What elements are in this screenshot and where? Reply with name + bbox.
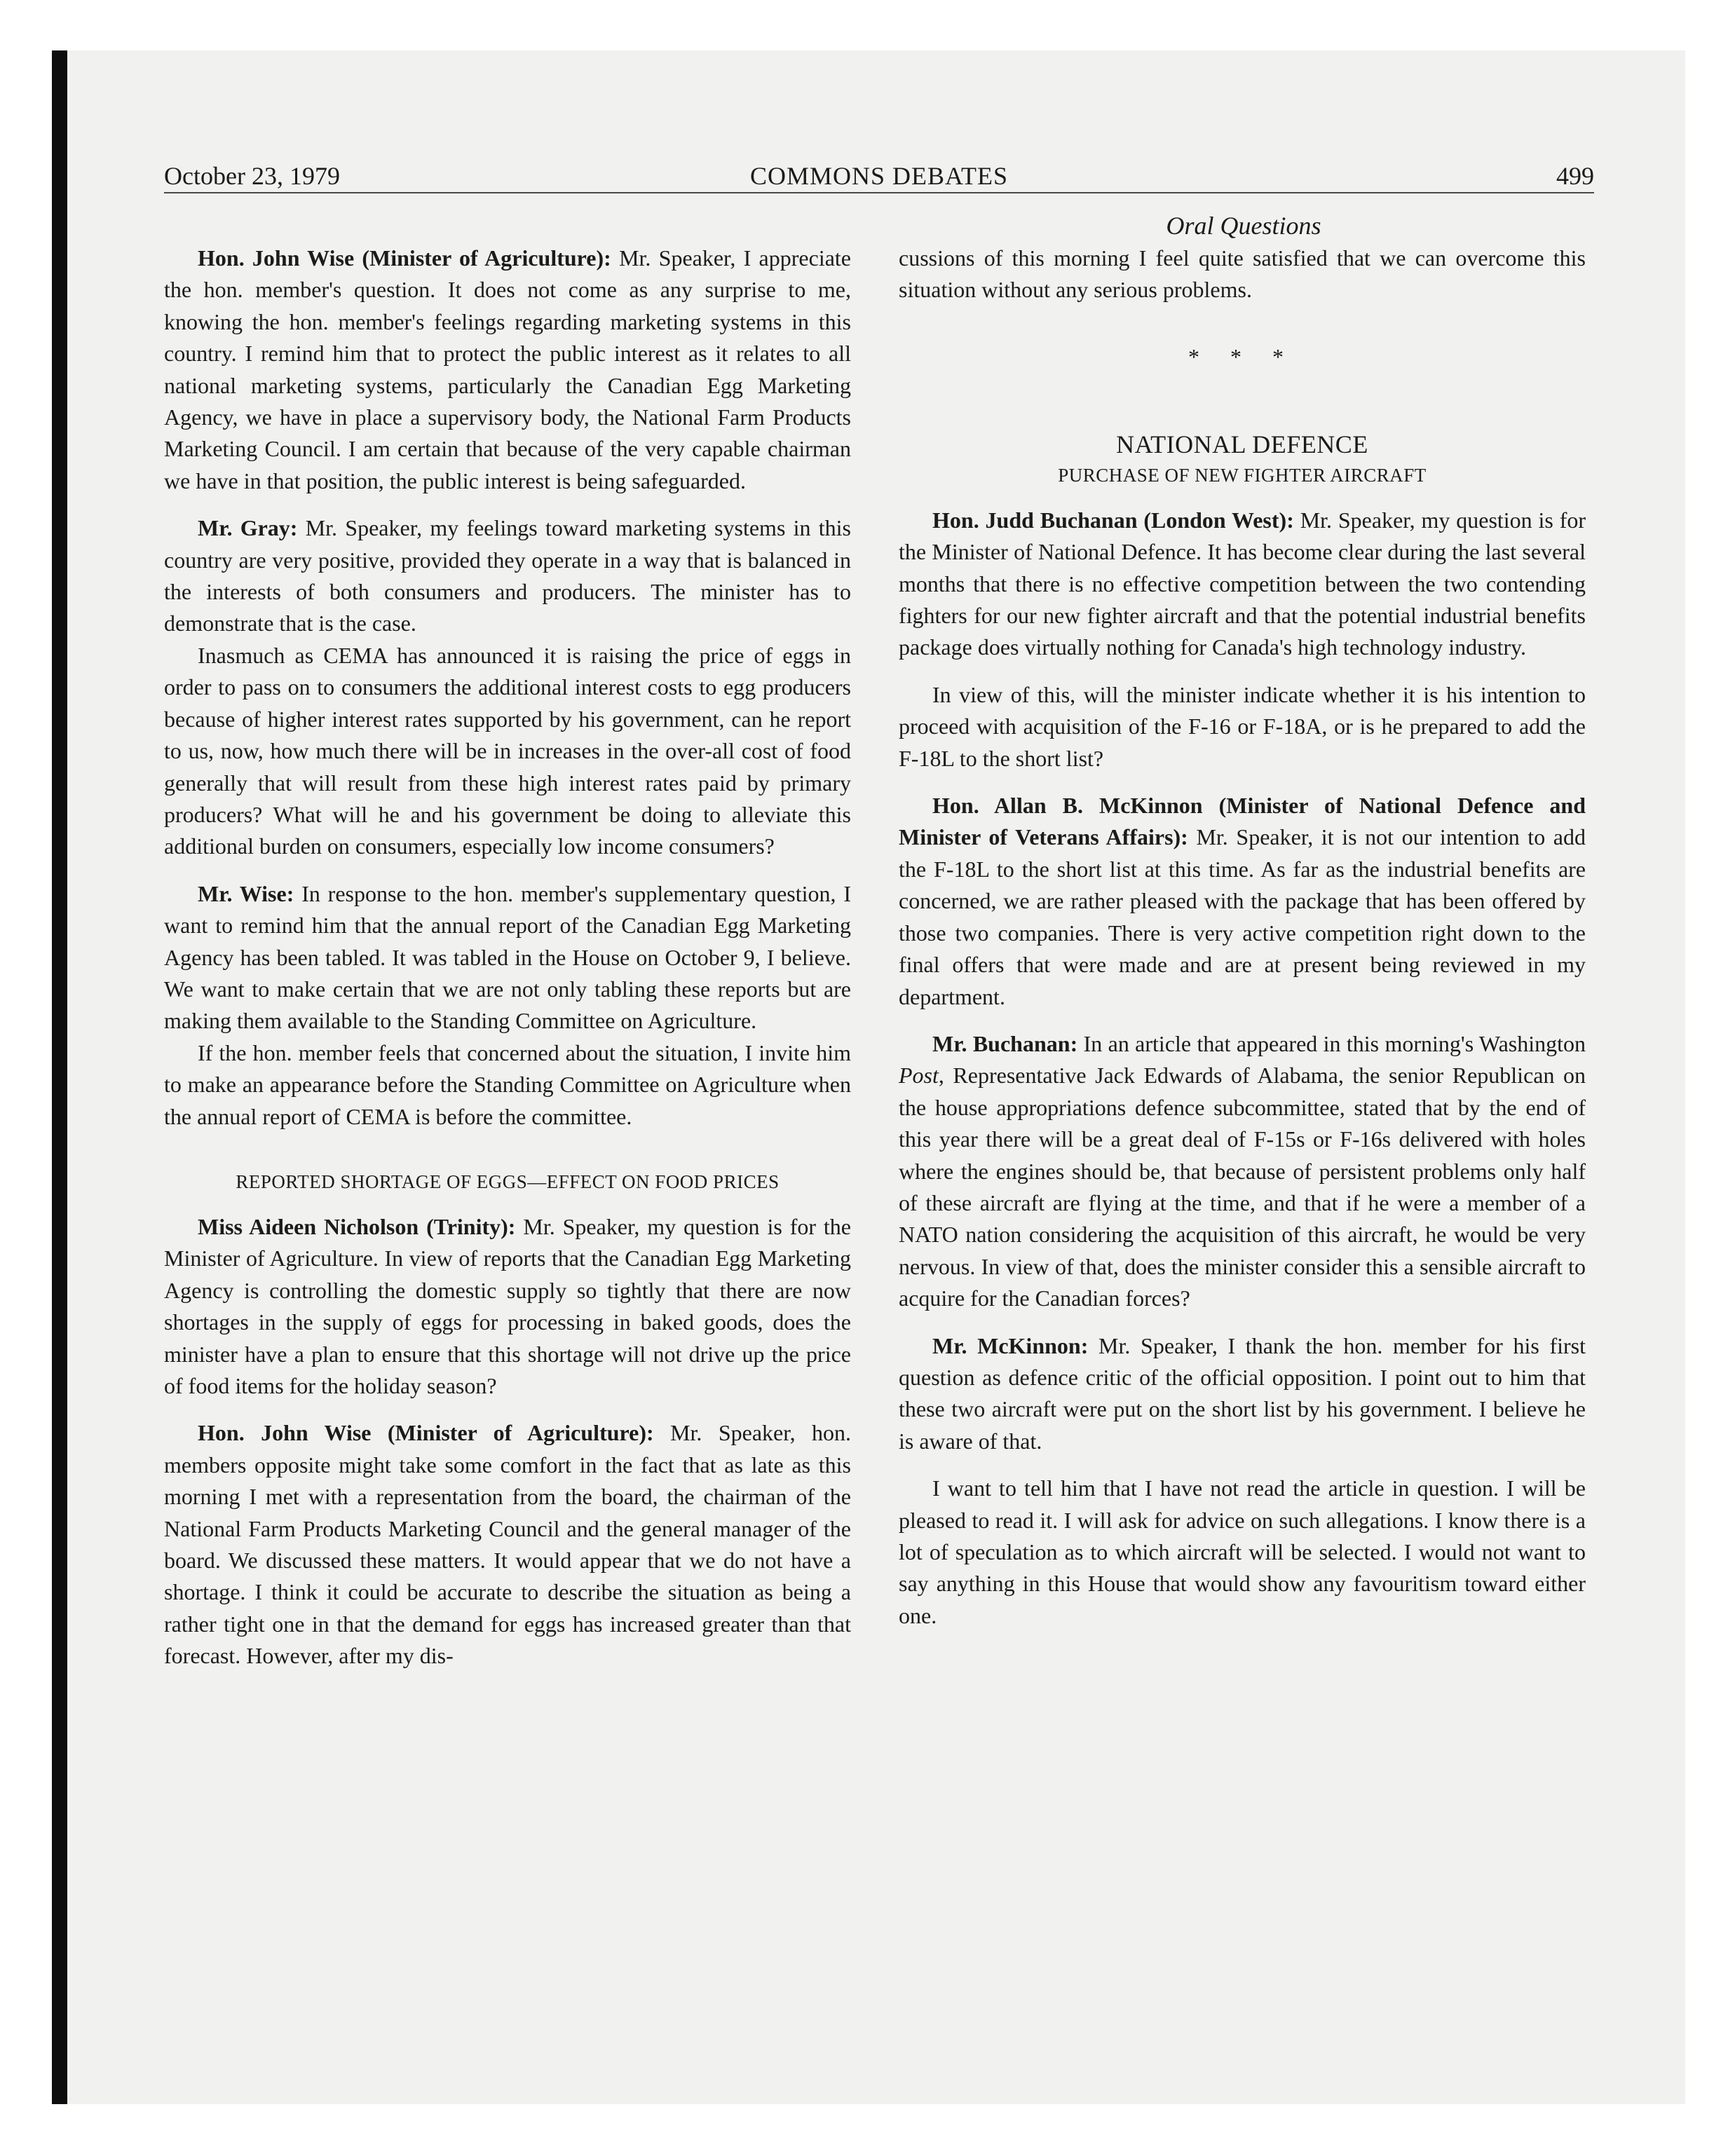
- paragraph: [899, 1473, 1586, 1632]
- paragraph-text: I want to tell him that I have not read the article in question. I will be pleased to read it. I will ask for advice on such allegations. I know there is a lot of speculation as to which aircraft will be selected. I would not want to say anything in this House that would show any favouritism toward either one.: [899, 1475, 1586, 1628]
- paragraph-text: Inasmuch as CEMA has announced it is raising the price of eggs in order to pass on to consumers the additional interest costs to egg producers because of higher interest rates supported by his government, can he report to us, now, how much there will be in increases in the over-all cost of food generally that will result from these high interest rates paid by primary producers? What will he and his government be doing to alleviate this additional burden on consumers, especially low income consumers?: [164, 642, 851, 859]
- paragraph: [899, 243, 1586, 306]
- paragraph: [164, 243, 851, 497]
- subheading: PURCHASE OF NEW FIGHTER AIRCRAFT: [1058, 464, 1427, 486]
- paragraph: [164, 512, 851, 640]
- subheading: REPORTED SHORTAGE OF EGGS—EFFECT ON FOOD PRICES: [236, 1171, 780, 1192]
- speaker-name: Miss Aideen Nicholson (Trinity):: [198, 1213, 516, 1239]
- page-header: [164, 160, 1594, 193]
- paragraph: [164, 1417, 851, 1672]
- paragraph-text: Mr. Speaker, my question is for the Minister of Agriculture. In view of reports that the Canadian Egg Marketing Agency is controlling the domestic supply so tightly that there are now shortages in the supply of eggs for processing in baked goods, does the minister have a plan to ensure that this shortage will not drive up the price of food items for the holiday season?: [164, 1213, 852, 1398]
- speaker-name: Hon. John Wise (Minister of Agriculture):: [198, 1420, 654, 1446]
- paragraph: [164, 878, 851, 1037]
- paragraph-text: Mr. Speaker, I thank the hon. member for his first question as defence critic of the official opposition. I point out to him that these two aircraft were put on the short list by his government. I believe he is aware of that.: [899, 1332, 1586, 1454]
- paragraph-text: Mr. Speaker, my feelings toward marketing systems in this country are very positive, provided they operate in a way that is balanced in the interests of both consumers and producers. The minister has to demonstrate that is the case.: [164, 515, 852, 636]
- speaker-name: Hon. Allan B. McKinnon (Minister of National Defence and Minister of Veterans Affairs):: [899, 793, 1586, 850]
- header-page-number: 499: [1556, 162, 1594, 190]
- paragraph-text: In response to the hon. member's supplementary question, I want to remind him that the annual report of the Canadian Egg Marketing Agency has been tabled. It was tabled in the House on October 9, I believe. We want to make certain that we are not only tabling these reports but are making them available to the Standing Committee on Agriculture.: [164, 880, 852, 1034]
- section-label: Oral Questions: [1166, 212, 1321, 240]
- header-publication: COMMONS DEBATES: [749, 162, 1009, 190]
- speaker-name: Hon. Judd Buchanan (London West):: [932, 507, 1294, 533]
- speaker-name: Mr. McKinnon:: [932, 1332, 1089, 1358]
- section-separator: * * *: [1188, 343, 1296, 369]
- paragraph-text: Mr. Speaker, hon. members opposite might take some comfort in the fact that as late as this morning I met with a representation from the board, the chairman of the National Farm Products Marketing Council and the general manager of the board. We discussed these matters. It would appear that we do not have a shortage. I think it could be accurate to describe the situation as being a rather tight one in that the demand for eggs has increased greater than that forecast. However, after my dis-: [164, 1420, 851, 1669]
- header-date: October 23, 1979: [164, 162, 340, 190]
- paragraph: [164, 1037, 851, 1133]
- paragraph: [164, 640, 851, 863]
- paragraph: [899, 505, 1586, 664]
- paragraph: [899, 1028, 1586, 1315]
- paragraph-text: Mr. Speaker, it is not our intention to add the F-18L to the short list at this time. As far as the industrial benefits are concerned, we are rather pleased with the package that has been offered by those two companies. There is very active competition right down to the final offers that were made and are at present being reviewed in my department.: [899, 824, 1586, 1009]
- paragraph-text: Mr. Speaker, I appreciate the hon. member's question. It does not come as any surprise to me, knowing the hon. member's feelings regarding marketing systems in this country. I remind him that to protect the public interest as it relates to all national marketing systems, particularly the Canadian Egg Marketing Agency, we have in place a supervisory body, the National Farm Products Marketing Council. I am certain that because of the very capable chairman we have in that position, the public interest is being safeguarded.: [164, 245, 852, 493]
- speaker-name: Hon. John Wise (Minister of Agriculture):: [198, 245, 611, 271]
- paragraph: [899, 1330, 1586, 1458]
- speaker-name: Mr. Gray:: [198, 515, 298, 541]
- paragraph: [899, 790, 1586, 1013]
- publication-name: Post: [899, 1063, 939, 1089]
- paragraph: [899, 679, 1586, 775]
- paragraph-text: If the hon. member feels that concerned about the situation, I invite him to make an appearance before the Standing Committee on Agriculture when the annual report of CEMA is before the committee.: [164, 1039, 851, 1129]
- speaker-name: Mr. Buchanan:: [932, 1030, 1078, 1056]
- paragraph-text: Mr. Speaker, my question is for the Minister of National Defence. It has become clear during the last several months that there is no effective competition between the two contending fighters for our new fighter aircraft and that the potential industrial benefits package does virtually nothing for Canada's high technology industry.: [899, 507, 1586, 660]
- paragraph-text: In an article that appeared in this morning's Washington: [1077, 1030, 1586, 1056]
- section-heading: NATIONAL DEFENCE: [1116, 430, 1368, 458]
- left-column: [164, 243, 851, 1672]
- scan-border: [52, 50, 67, 2104]
- paragraph-text: In view of this, will the minister indicate whether it is his intention to proceed with acquisition of the F-16 or F-18A, or is he prepared to add the F-18L to the short list?: [899, 681, 1586, 771]
- right-column: [899, 243, 1586, 1632]
- paragraph: [164, 1211, 851, 1402]
- paragraph-text: cussions of this morning I feel quite satisfied that we can overcome this situation without any serious problems.: [899, 245, 1586, 303]
- speaker-name: Mr. Wise:: [198, 880, 294, 906]
- paragraph-text: , Representative Jack Edwards of Alabama, the senior Republican on the house appropriations defence subcommittee, stated that by the end of this year there will be a great deal of F-15s or F-16s delivered with holes where the engines should be, that because of persistent problems only half of these aircraft are flying at the time, and that if he were a member of a NATO nation considering the acquisition of this aircraft, he would be very nervous. In view of that, does the minister consider this a sensible aircraft to acquire for the Canadian forces?: [899, 1063, 1586, 1311]
